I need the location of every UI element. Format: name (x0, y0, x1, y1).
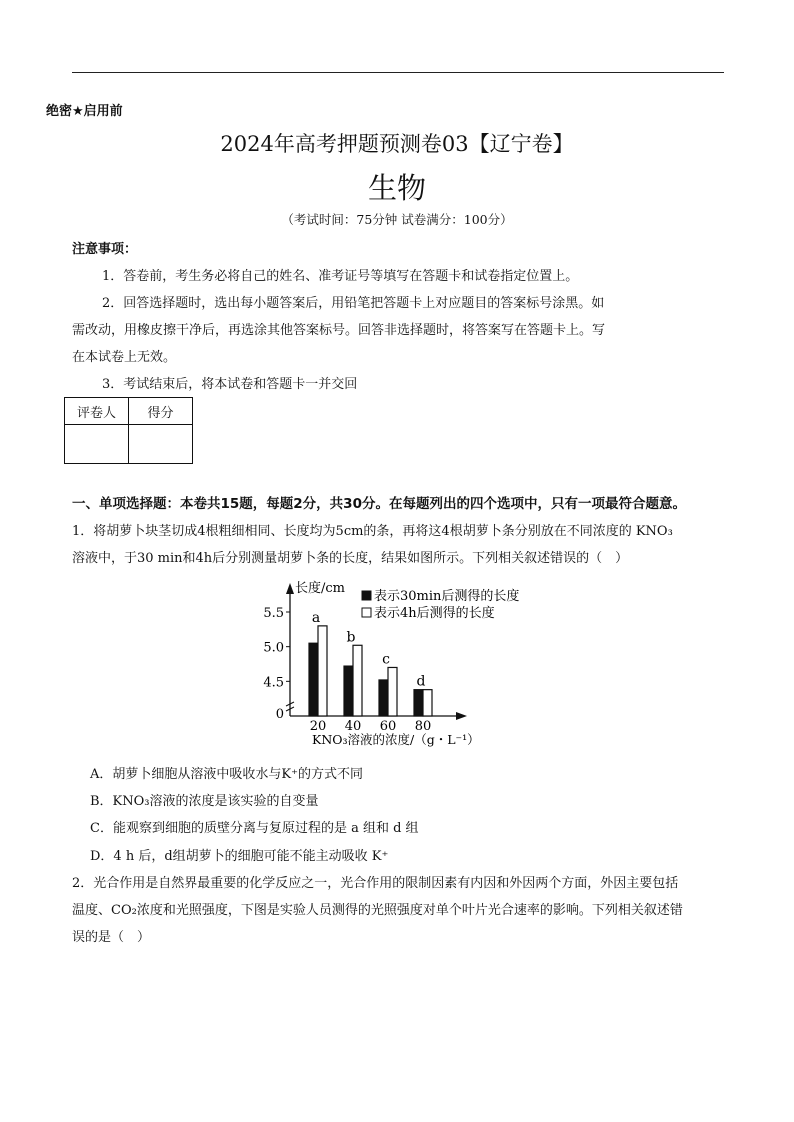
legend-label-30min: 表示30min后测得的长度 (374, 589, 520, 604)
legend-label-4h: 表示4h后测得的长度 (374, 606, 495, 621)
reviewer-header: 评卷人 (65, 398, 129, 425)
score-header: 得分 (129, 398, 193, 425)
legend-swatch-4h (362, 608, 371, 617)
x-tick-label-80: 80 (414, 719, 432, 734)
q1-option-c: C．能观察到细胞的质壁分离与复原过程的是 a 组和 d 组 (90, 821, 419, 836)
y-axis-arrow (286, 583, 294, 594)
x-axis-label: KNO₃溶液的浓度/（g・L⁻¹） (312, 732, 480, 747)
q1-option-b: B．KNO₃溶液的浓度是该实验的自变量 (90, 794, 319, 809)
y-tick-label-2: 4.5 (263, 675, 284, 691)
group-label-b: b (346, 629, 356, 646)
y-tick-label-0: 5.5 (263, 606, 284, 621)
notice-item-2-line-2: 需改动，用橡皮擦干净后，再选涂其他答案标号。回答非选择题时，将答案写在答题卡上。写 (72, 323, 606, 338)
exam-title: 2024年高考押题预测卷03【辽宁卷】 (220, 132, 574, 156)
q2-stem-line-2: 温度、CO₂浓度和光照强度，下图是实验人员测得的光照强度对单个叶片光合速率的影响。下列相关叙述错 (72, 903, 683, 918)
x-tick-label-20: 20 (309, 719, 327, 734)
q1-stem-line-1: 1．将胡萝卜块茎切成4根粗细相同、长度均为5cm的条，再将这4根胡萝卜条分别放在不同浓度的 KNO₃ (72, 524, 673, 539)
bar-80-30min (414, 690, 423, 716)
q1-stem-line-2: 溶液中，于30 min和4h后分别测量胡萝卜条的长度，结果如图所示。下列相关叙述错误的（ ） (72, 551, 629, 566)
x-tick-label-60: 60 (379, 719, 397, 734)
subject-title: 生物 (367, 171, 426, 205)
notice-heading: 注意事项： (72, 242, 138, 257)
notice-item-3: 3．考试结束后，将本试卷和答题卡一并交回 (102, 377, 358, 392)
x-axis-arrow (456, 712, 467, 720)
group-label-a: a (311, 609, 321, 626)
bar-40-30min (344, 666, 353, 716)
q1-option-d: D．4 h 后，d组胡萝卜的细胞可能不能主动吸收 K⁺ (90, 849, 389, 864)
top-rule (72, 72, 724, 73)
bar-20-4h (318, 626, 327, 716)
y-tick-label-1: 5.0 (263, 640, 284, 656)
group-label-c: c (382, 651, 390, 668)
secret-mark: 绝密★启用前 (46, 104, 123, 119)
q1-option-a: A．胡萝卜细胞从溶液中吸收水与K⁺的方式不同 (90, 767, 363, 782)
score-table (64, 397, 193, 464)
y-axis-label: 长度/cm (295, 581, 345, 596)
q2-stem-line-3: 误的是（ ） (72, 930, 151, 945)
time-info: （考试时间：75分钟 试卷满分：100分） (281, 212, 513, 227)
bar-80-4h (423, 690, 432, 716)
bar-40-4h (353, 645, 362, 716)
notice-item-2-line-3: 在本试卷上无效。 (72, 350, 177, 365)
bar-chart (250, 578, 550, 754)
notice-item-2-line-1: 2．回答选择题时，选出每小题答案后，用铅笔把答题卡上对应题目的答案标号涂黑。如 (102, 296, 605, 311)
bar-60-4h (388, 667, 397, 716)
q2-stem-line-1: 2．光合作用是自然界最重要的化学反应之一，光合作用的限制因素有内因和外因两个方面，外因主要包括 (72, 876, 679, 891)
notice-item-1: 1．答卷前，考生务必将自己的姓名、准考证号等填写在答题卡和试卷指定位置上。 (102, 269, 579, 284)
bar-60-30min (379, 680, 388, 716)
bar-20-30min (309, 643, 318, 716)
legend-swatch-30min (362, 591, 371, 600)
x-tick-label-40: 40 (344, 719, 362, 734)
section-1-heading: 一、单项选择题：本卷共15题，每题2分，共30分。在每题列出的四个选项中，只有一项最符合题意。 (72, 496, 686, 512)
y-tick-label-3: 0 (275, 707, 284, 722)
score-cell (129, 425, 193, 464)
reviewer-cell (65, 425, 129, 464)
group-label-d: d (416, 673, 426, 690)
